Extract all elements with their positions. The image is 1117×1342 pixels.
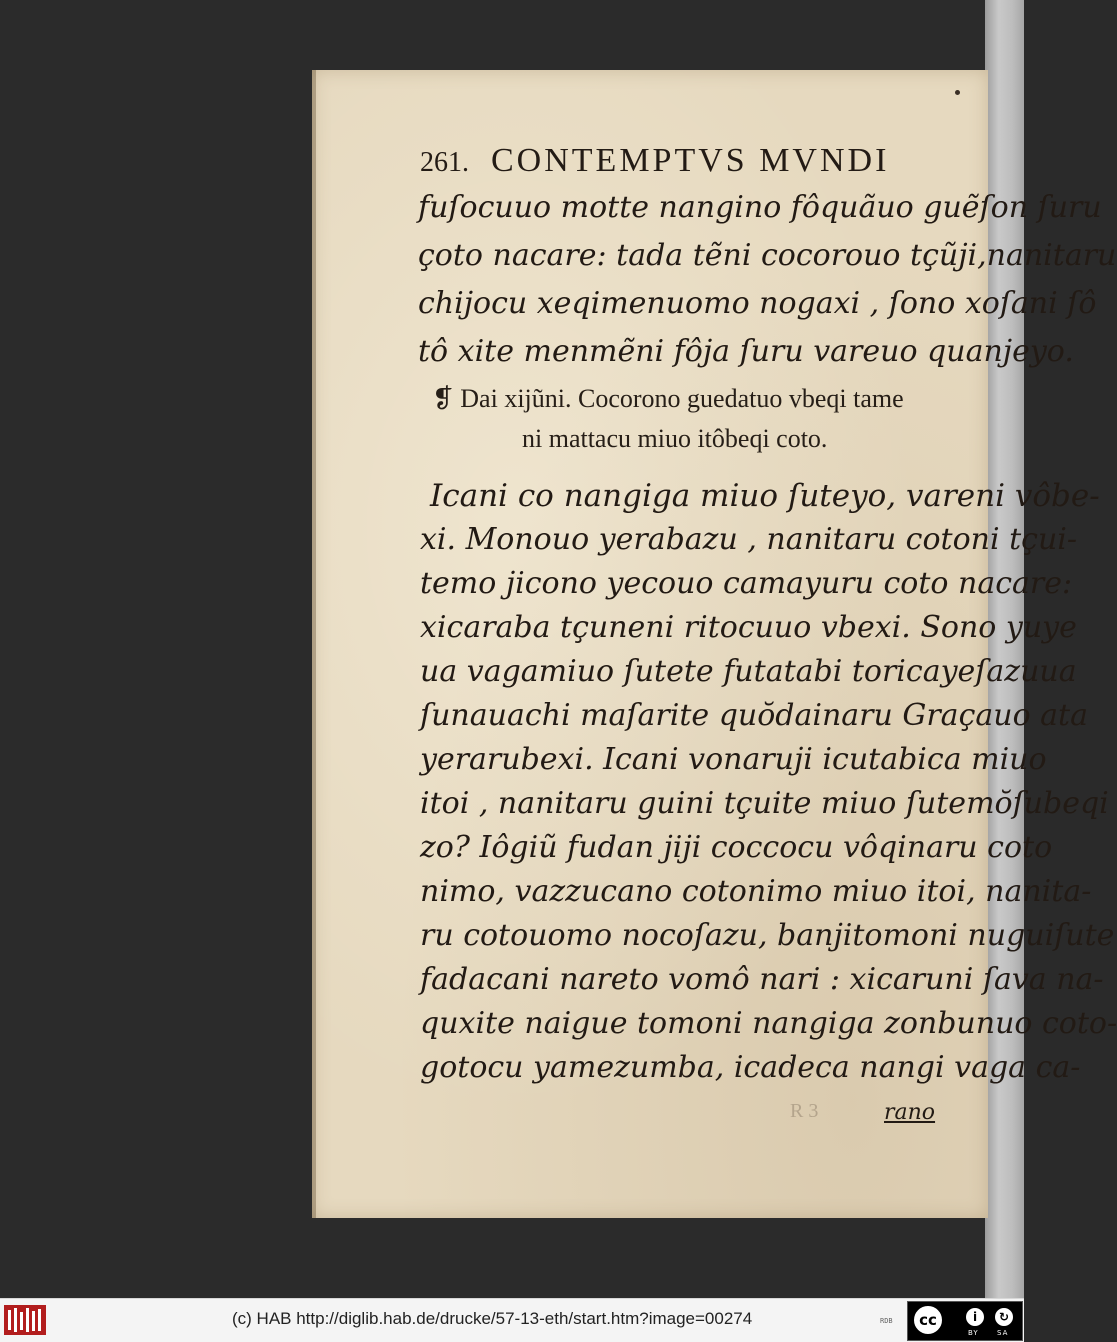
cc-license-badge[interactable] [907, 1301, 1023, 1341]
page-edge [312, 70, 316, 1218]
signature-mark: R 3 [790, 1100, 819, 1122]
chapter-heading-line: ni mattacu miuo itôbeqi coto. [522, 424, 828, 453]
sa-label: SA [997, 1329, 1009, 1337]
page-number: 261. [420, 147, 469, 178]
footer-mark: RDB [880, 1317, 893, 1325]
text-line: çoto nacare: tada tẽni cocorouo tçũji,nanitaru [418, 238, 1117, 273]
text-line: xicaraba tçuneni ritocuuo vbexi. Sono yuye [420, 610, 1077, 645]
text-line: zo? Iôgiũ fudan jiji coccocu vôqinaru coto [420, 830, 1053, 865]
cc-icon: cc [912, 1304, 944, 1336]
running-head [420, 142, 920, 186]
text-line: gotocu yamezumba, icadeca nangi vaga ca- [420, 1050, 1081, 1085]
text-line: xi. Monouo yerabazu , nanitaru cotoni tçui- [420, 522, 1078, 557]
hab-logo-icon [4, 1305, 46, 1335]
catchword: rano [884, 1100, 936, 1125]
text-line: temo jicono yecouo camayuru coto nacare: [420, 566, 1073, 601]
attribution-icon: i [964, 1306, 986, 1328]
text-line: yerarubexi. Icani vonaruji icutabica miuo [420, 742, 1047, 777]
text-line: ua vagamiuo ſutete futatabi toricayeſazuua [420, 654, 1077, 689]
share-alike-icon: ↻ [993, 1306, 1015, 1328]
ink-dot [955, 90, 960, 95]
chapter-heading-line: ❡ Dai xijũni. Cocorono guedatuo vbeqi tame [432, 384, 904, 413]
text-line: ru cotouomo nocoſazu, banjitomoni nuguiſute [420, 918, 1115, 953]
text-line: tô xite menmẽni fôja ſuru vareuo quanjeyo. [418, 334, 1074, 369]
text-line: ſunauachi maſarite quŏdainaru Graçauo ata [420, 698, 1088, 733]
by-label: BY [968, 1329, 979, 1337]
copyright-link[interactable]: (c) HAB http://diglib.hab.de/drucke/57-13-eth/start.htm?image=00274 [232, 1309, 753, 1328]
text-line: nimo, vazzucano cotonimo miuo itoi, nanita- [420, 874, 1092, 909]
text-line: fadacani nareto vomô nari : xicaruni ſava na- [420, 962, 1104, 997]
text-line: chijocu xeqimenuomo nogaxi , ſono xoſani ſô [418, 286, 1097, 321]
running-title: CONTEMPTVS MVNDI [491, 142, 890, 179]
text-line: fuſocuuo motte nangino fôquãuo guẽſon ſuru [418, 190, 1102, 225]
footer-bar [0, 1298, 1024, 1342]
text-line: Icani co nangiga miuo ſuteyo, vareni vôbe- [430, 478, 1100, 514]
text-line: quxite naigue tomoni nangiga zonbunuo coto- [420, 1006, 1117, 1041]
text-line: itoi , nanitaru guini tçuite miuo ſutemŏſubeqi [420, 786, 1109, 821]
